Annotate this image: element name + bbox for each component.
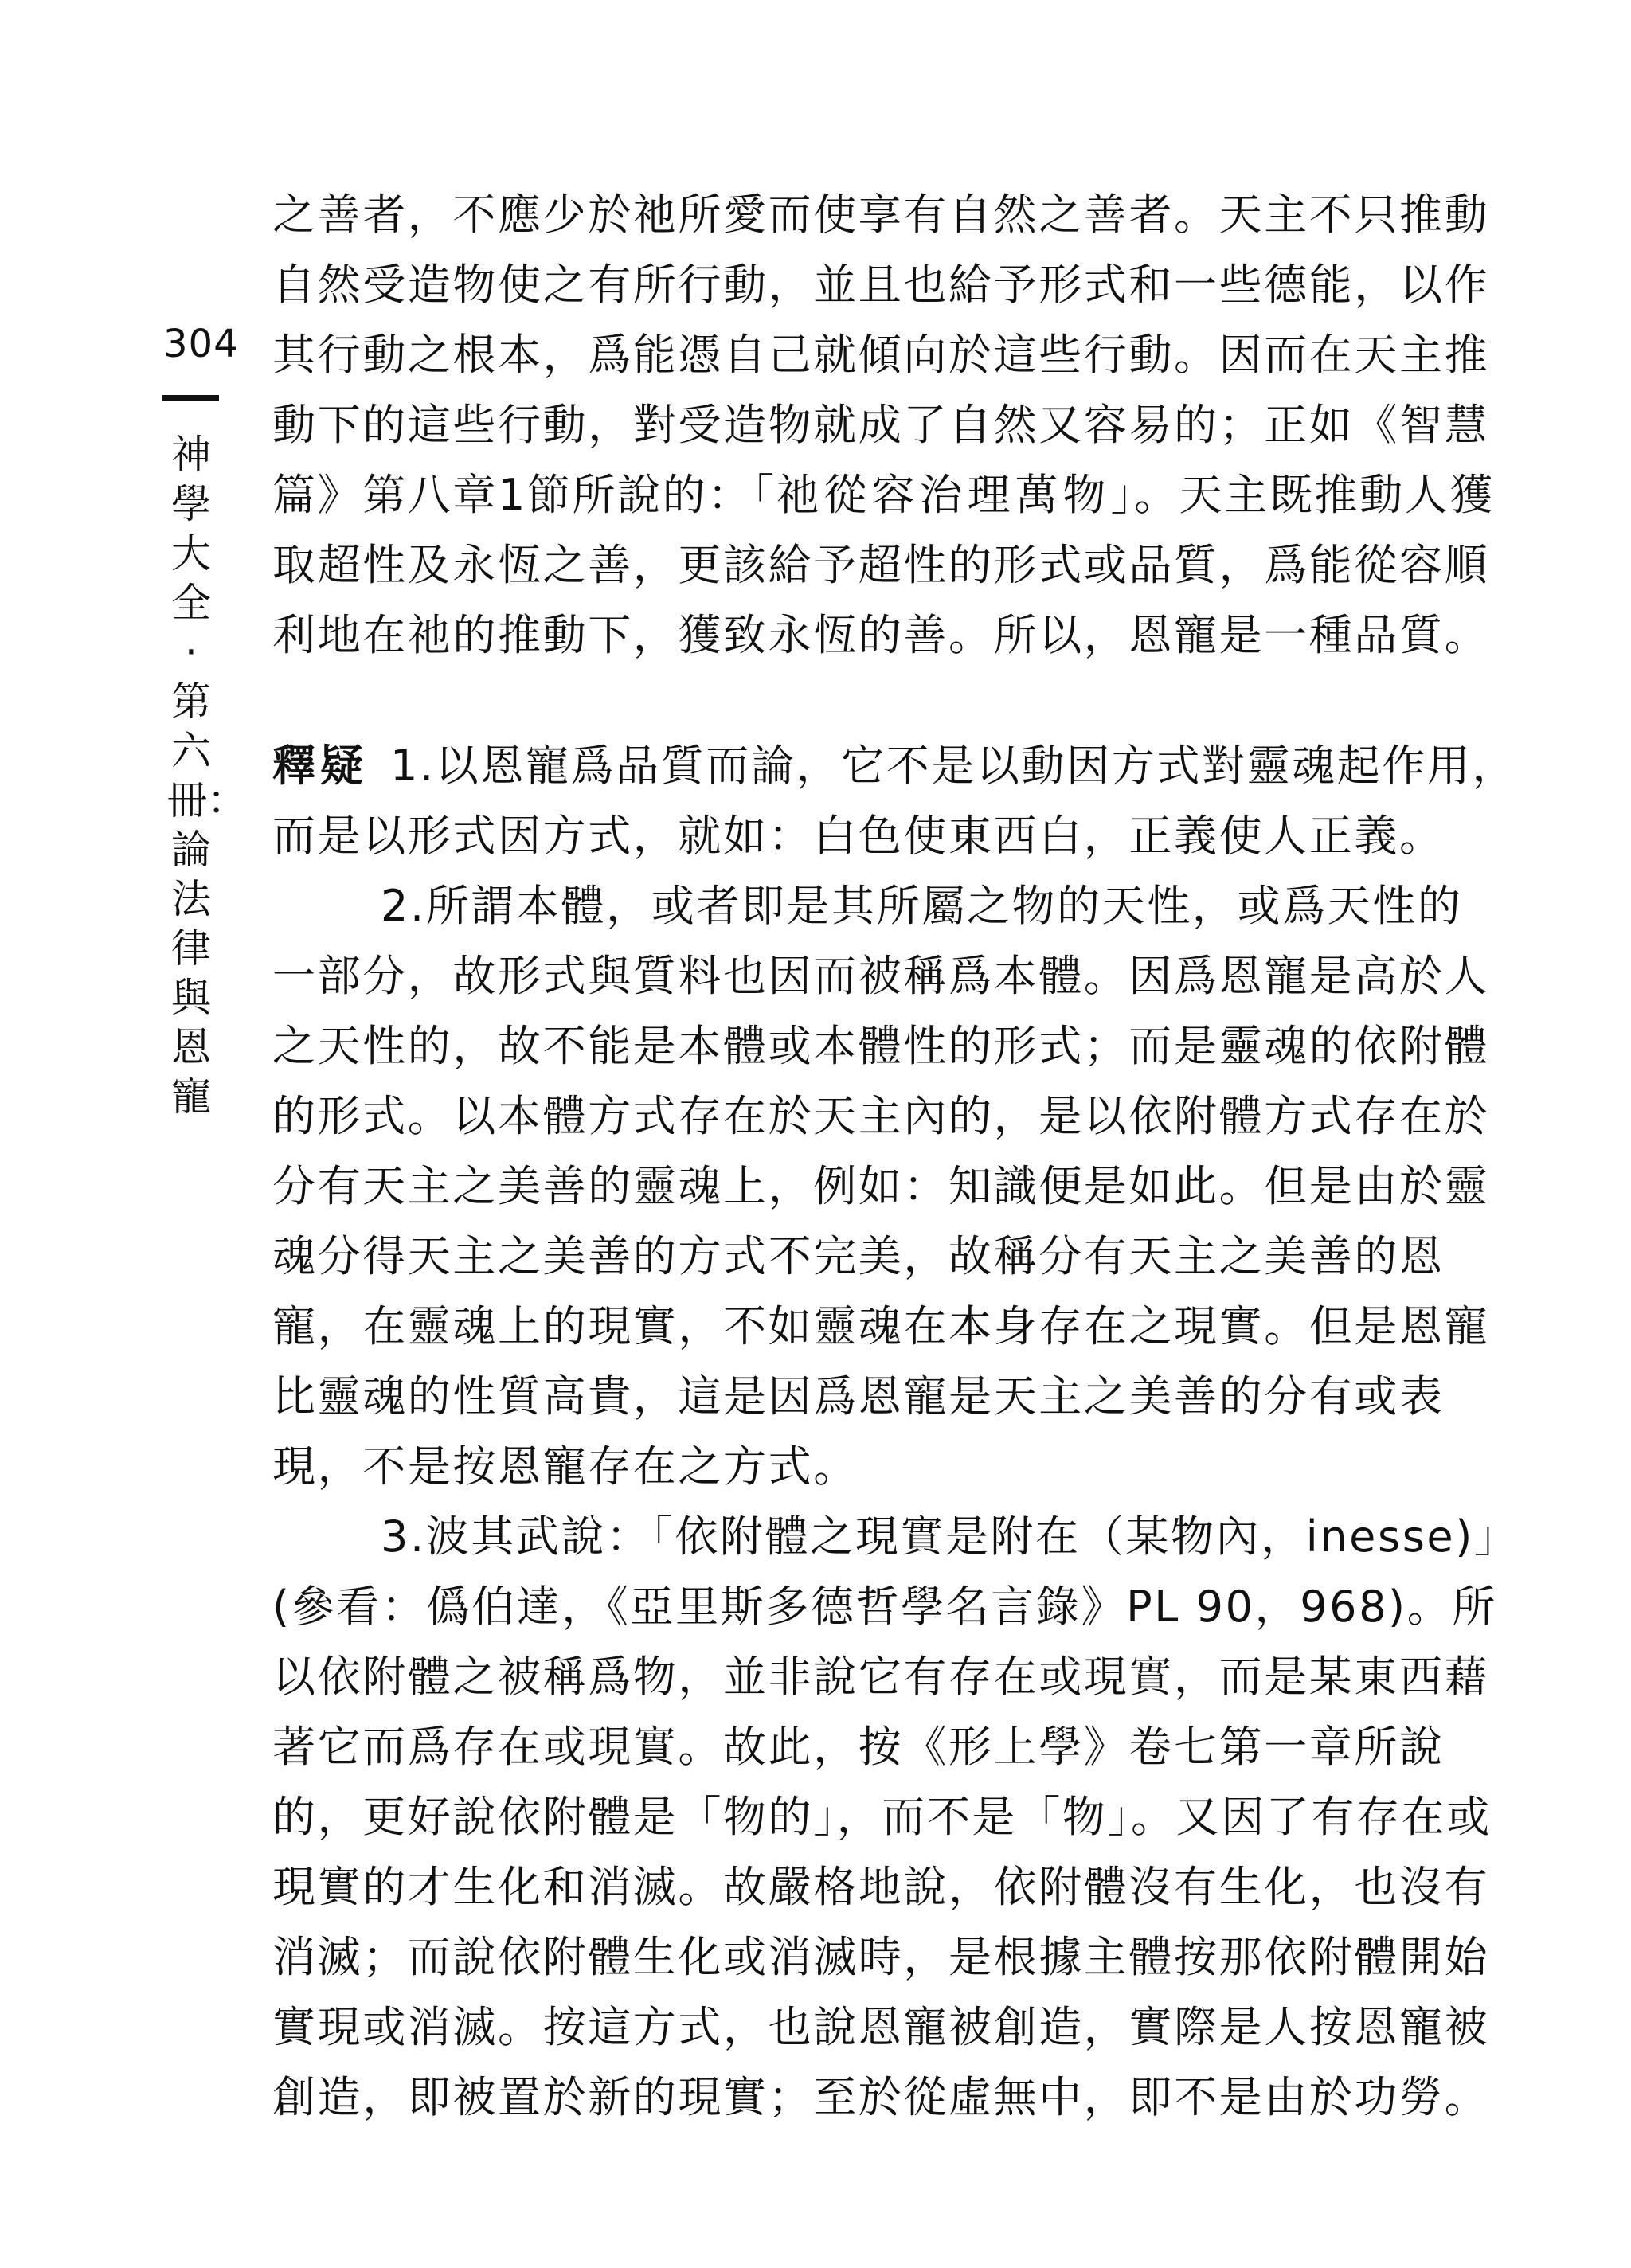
text-line: 現實的才生化和消滅。故嚴格地說，依附體沒有生化，也沒有 — [272, 1862, 1490, 1912]
page-number: 304 — [163, 322, 239, 366]
text-line — [272, 460, 1495, 530]
text-line: 其行動之根本，爲能憑自己就傾向於這些行動。因而在天主推 — [272, 330, 1490, 380]
body-text — [272, 180, 1520, 2133]
text-line: 寵，在靈魂上的現實，不如靈魂在本身存在之現實。但是恩寵 — [272, 1301, 1490, 1351]
text-line: 消滅；而說依附體生化或消滅時，是根據主體按那依附體開始 — [272, 1932, 1490, 1982]
text-line: 的形式。以本體方式存在於天主內的，是以依附體方式存在於 — [272, 1091, 1490, 1141]
text-line: 分有天主之美善的靈魂上，例如：知識便是如此。但是由於靈 — [272, 1161, 1490, 1211]
text-line: 之善者，不應少於祂所愛而使享有自然之善者。天主不只推動 — [272, 190, 1490, 240]
text-line: 動下的這些行動，對受造物就成了自然又容易的；正如《智慧 — [272, 400, 1490, 450]
text-line: 一部分，故形式與質料也因而被稱爲本體。因爲恩寵是高於人 — [272, 951, 1490, 1001]
text-line: 2.所謂本體，或者即是其所屬之物的天性，或爲天性的 — [381, 881, 1463, 931]
text-line — [272, 731, 1518, 801]
text-line: 利地在祂的推動下，獲致永恆的善。所以，恩寵是一種品質。 — [272, 610, 1490, 660]
reply-label: 釋疑 — [272, 741, 368, 791]
text-segment: 1.以恩寵爲品質而論，它不是以動因方式對靈魂起作用， — [390, 741, 1518, 791]
text-line: 的，更好說依附體是「物的」，而不是「物」。又因了有存在或 — [272, 1792, 1492, 1842]
text-line: 之天性的，故不能是本體或本體性的形式；而是靈魂的依附體 — [272, 1021, 1490, 1071]
text-line: (參看：僞伯達，《亞里斯多德哲學名言錄》PL 90，968)。所 — [272, 1582, 1497, 1632]
text-line: 取超性及永恆之善，更該給予超性的形式或品質，爲能從容順 — [272, 540, 1490, 590]
text-line: 3.波其武說：「依附體之現實是附在（某物內，inesse)」 — [381, 1511, 1520, 1562]
text-line: 以依附體之被稱爲物，並非說它有存在或現實，而是某東西藉 — [272, 1652, 1490, 1702]
text-line: 自然受造物使之有所行動，並且也給予形式和一些德能，以作 — [272, 260, 1490, 310]
text-line: 現，不是按恩寵存在之方式。 — [272, 1441, 859, 1492]
running-title: 神學大全·第六冊：論法律與恩寵 — [167, 432, 247, 1120]
scripture-quote: 祂從容治理萬物 — [776, 470, 1111, 520]
text-segment: 」。天主既推動人獲 — [1110, 470, 1495, 520]
text-line: 魂分得天主之美善的方式不完美，故稱分有天主之美善的恩 — [272, 1231, 1445, 1281]
text-segment: 篇》第八章1節所說的：「 — [272, 470, 776, 520]
text-line: 比靈魂的性質高貴，這是因爲恩寵是天主之美善的分有或表 — [272, 1371, 1445, 1421]
text-line: 創造，即被置於新的現實；至於從虛無中，即不是由於功勞。 — [272, 2072, 1490, 2122]
margin-rule — [162, 395, 219, 401]
text-line: 著它而爲存在或現實。故此，按《形上學》卷七第一章所說 — [272, 1722, 1445, 1772]
text-line: 實現或消滅。按這方式，也說恩寵被創造，實際是人按恩寵被 — [272, 2002, 1490, 2052]
text-line: 而是以形式因方式，就如：白色使東西白，正義使人正義。 — [272, 811, 1445, 861]
